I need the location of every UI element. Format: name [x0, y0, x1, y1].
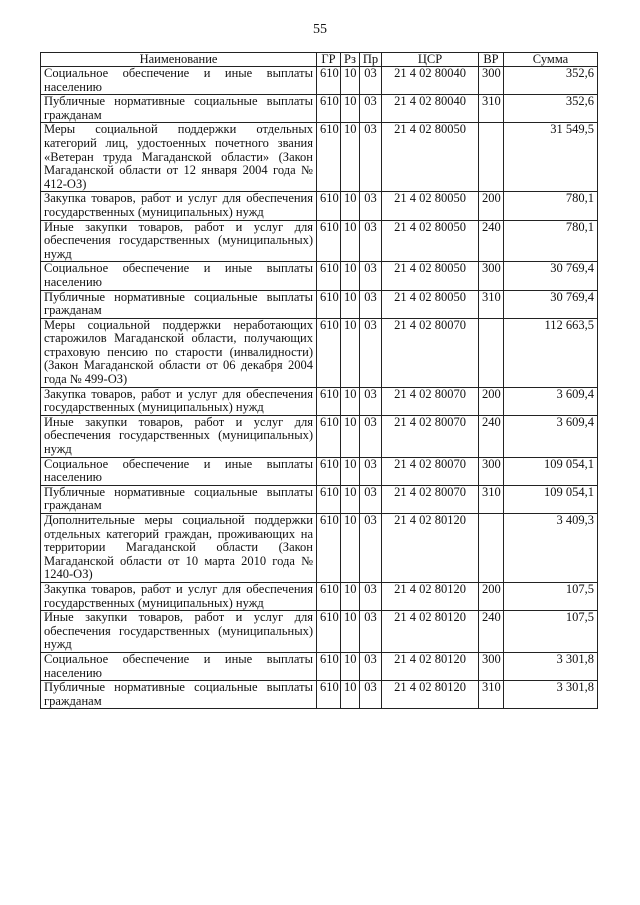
- row-pr: 03: [360, 514, 382, 583]
- page-number: 55: [313, 22, 327, 37]
- row-rz: 10: [341, 387, 360, 415]
- row-vr: 310: [479, 95, 504, 123]
- table-row: [41, 582, 598, 610]
- row-csr: 21 4 02 80040: [382, 67, 479, 95]
- row-csr: 21 4 02 80120: [382, 681, 479, 709]
- row-name: Меры социальной поддержки отдельных категорий лиц, удостоенных почетного звания «Ветеран труда Магаданской области» (Закон Магаданской области от 12 января 2004 года № 412-ОЗ): [41, 123, 317, 192]
- row-gr: 610: [317, 220, 341, 262]
- row-pr: 03: [360, 192, 382, 220]
- table-row: [41, 192, 598, 220]
- row-csr: 21 4 02 80050: [382, 192, 479, 220]
- row-vr: 310: [479, 485, 504, 513]
- row-pr: 03: [360, 262, 382, 290]
- row-rz: 10: [341, 262, 360, 290]
- row-csr: 21 4 02 80070: [382, 387, 479, 415]
- table-row: [41, 485, 598, 513]
- row-sum: 3 301,8: [504, 652, 598, 680]
- table-row: [41, 290, 598, 318]
- row-name: Публичные нормативные социальные выплаты гражданам: [41, 290, 317, 318]
- table-row: [41, 262, 598, 290]
- row-vr: 200: [479, 192, 504, 220]
- row-pr: 03: [360, 123, 382, 192]
- row-gr: 610: [317, 290, 341, 318]
- row-csr: 21 4 02 80050: [382, 290, 479, 318]
- row-name: Социальное обеспечение и иные выплаты населению: [41, 67, 317, 95]
- row-sum: 780,1: [504, 220, 598, 262]
- table-row: [41, 318, 598, 387]
- row-sum: 3 301,8: [504, 681, 598, 709]
- header-vr: ВР: [479, 53, 504, 67]
- row-vr: 310: [479, 681, 504, 709]
- row-csr: 21 4 02 80070: [382, 485, 479, 513]
- header-sum: Сумма: [504, 53, 598, 67]
- row-rz: 10: [341, 582, 360, 610]
- row-gr: 610: [317, 387, 341, 415]
- row-gr: 610: [317, 318, 341, 387]
- header-gr: ГР: [317, 53, 341, 67]
- row-vr: 240: [479, 611, 504, 653]
- table-row: [41, 220, 598, 262]
- row-csr: 21 4 02 80070: [382, 415, 479, 457]
- row-sum: 31 549,5: [504, 123, 598, 192]
- row-csr: 21 4 02 80120: [382, 582, 479, 610]
- row-sum: 30 769,4: [504, 290, 598, 318]
- row-csr: 21 4 02 80070: [382, 318, 479, 387]
- row-name: Публичные нормативные социальные выплаты гражданам: [41, 681, 317, 709]
- row-vr: 200: [479, 387, 504, 415]
- row-csr: 21 4 02 80120: [382, 611, 479, 653]
- row-name: Социальное обеспечение и иные выплаты населению: [41, 457, 317, 485]
- row-name: Закупка товаров, работ и услуг для обеспечения государственных (муниципальных) нужд: [41, 582, 317, 610]
- row-sum: 112 663,5: [504, 318, 598, 387]
- row-name: Иные закупки товаров, работ и услуг для обеспечения государственных (муниципальных) нужд: [41, 611, 317, 653]
- row-gr: 610: [317, 67, 341, 95]
- row-rz: 10: [341, 652, 360, 680]
- row-pr: 03: [360, 415, 382, 457]
- row-rz: 10: [341, 415, 360, 457]
- row-pr: 03: [360, 220, 382, 262]
- row-sum: 109 054,1: [504, 485, 598, 513]
- row-pr: 03: [360, 611, 382, 653]
- row-vr: 300: [479, 457, 504, 485]
- row-rz: 10: [341, 123, 360, 192]
- row-gr: 610: [317, 95, 341, 123]
- header-name: Наименование: [41, 53, 317, 67]
- row-name: Закупка товаров, работ и услуг для обеспечения государственных (муниципальных) нужд: [41, 192, 317, 220]
- row-name: Социальное обеспечение и иные выплаты населению: [41, 652, 317, 680]
- row-gr: 610: [317, 681, 341, 709]
- row-pr: 03: [360, 652, 382, 680]
- row-vr: 240: [479, 220, 504, 262]
- row-name: Дополнительные меры социальной поддержки отдельных категорий граждан, проживающих на территории Магаданской области (Закон Магаданской области от 10 марта 2010 года № 1240-ОЗ): [41, 514, 317, 583]
- row-name: Меры социальной поддержки неработающих старожилов Магаданской области, получающих страховую пенсию по старости (инвалидности) (Закон Магаданской области от 06 декабря 2004 года № 499-ОЗ): [41, 318, 317, 387]
- row-vr: 300: [479, 67, 504, 95]
- row-gr: 610: [317, 652, 341, 680]
- row-pr: 03: [360, 457, 382, 485]
- row-rz: 10: [341, 611, 360, 653]
- row-csr: 21 4 02 80050: [382, 262, 479, 290]
- row-name: Иные закупки товаров, работ и услуг для обеспечения государственных (муниципальных) нужд: [41, 220, 317, 262]
- row-sum: 107,5: [504, 582, 598, 610]
- row-vr: 200: [479, 582, 504, 610]
- row-vr: [479, 123, 504, 192]
- row-csr: 21 4 02 80120: [382, 652, 479, 680]
- row-sum: 30 769,4: [504, 262, 598, 290]
- header-csr: ЦСР: [382, 53, 479, 67]
- row-rz: 10: [341, 290, 360, 318]
- row-sum: 780,1: [504, 192, 598, 220]
- row-sum: 3 409,3: [504, 514, 598, 583]
- row-sum: 109 054,1: [504, 457, 598, 485]
- row-name: Закупка товаров, работ и услуг для обеспечения государственных (муниципальных) нужд: [41, 387, 317, 415]
- row-rz: 10: [341, 681, 360, 709]
- row-sum: 3 609,4: [504, 415, 598, 457]
- row-gr: 610: [317, 192, 341, 220]
- row-rz: 10: [341, 457, 360, 485]
- row-csr: 21 4 02 80040: [382, 95, 479, 123]
- row-csr: 21 4 02 80050: [382, 123, 479, 192]
- row-csr: 21 4 02 80050: [382, 220, 479, 262]
- row-rz: 10: [341, 485, 360, 513]
- row-name: Социальное обеспечение и иные выплаты населению: [41, 262, 317, 290]
- table-row: [41, 652, 598, 680]
- header-pr: Пр: [360, 53, 382, 67]
- row-rz: 10: [341, 220, 360, 262]
- table-row: [41, 457, 598, 485]
- table-row: [41, 415, 598, 457]
- row-rz: 10: [341, 318, 360, 387]
- header-rz: Рз: [341, 53, 360, 67]
- table-header-row: [41, 53, 598, 67]
- row-sum: 352,6: [504, 67, 598, 95]
- table-row: [41, 387, 598, 415]
- row-csr: 21 4 02 80070: [382, 457, 479, 485]
- table-row: [41, 67, 598, 95]
- row-rz: 10: [341, 192, 360, 220]
- row-pr: 03: [360, 290, 382, 318]
- table-row: [41, 95, 598, 123]
- row-gr: 610: [317, 457, 341, 485]
- row-rz: 10: [341, 67, 360, 95]
- row-vr: 300: [479, 262, 504, 290]
- row-pr: 03: [360, 318, 382, 387]
- row-pr: 03: [360, 485, 382, 513]
- row-vr: 310: [479, 290, 504, 318]
- row-vr: [479, 318, 504, 387]
- row-name: Публичные нормативные социальные выплаты гражданам: [41, 95, 317, 123]
- row-gr: 610: [317, 514, 341, 583]
- row-pr: 03: [360, 681, 382, 709]
- row-gr: 610: [317, 485, 341, 513]
- row-pr: 03: [360, 67, 382, 95]
- table-row: [41, 123, 598, 192]
- row-sum: 107,5: [504, 611, 598, 653]
- row-gr: 610: [317, 611, 341, 653]
- row-vr: [479, 514, 504, 583]
- row-csr: 21 4 02 80120: [382, 514, 479, 583]
- row-vr: 300: [479, 652, 504, 680]
- row-gr: 610: [317, 415, 341, 457]
- table-row: [41, 514, 598, 583]
- row-pr: 03: [360, 387, 382, 415]
- row-sum: 352,6: [504, 95, 598, 123]
- row-pr: 03: [360, 95, 382, 123]
- row-gr: 610: [317, 123, 341, 192]
- row-pr: 03: [360, 582, 382, 610]
- budget-table: [40, 52, 598, 709]
- row-vr: 240: [479, 415, 504, 457]
- row-name: Публичные нормативные социальные выплаты гражданам: [41, 485, 317, 513]
- table-row: [41, 611, 598, 653]
- row-gr: 610: [317, 582, 341, 610]
- row-name: Иные закупки товаров, работ и услуг для обеспечения государственных (муниципальных) нужд: [41, 415, 317, 457]
- table-row: [41, 681, 598, 709]
- row-gr: 610: [317, 262, 341, 290]
- row-sum: 3 609,4: [504, 387, 598, 415]
- row-rz: 10: [341, 95, 360, 123]
- row-rz: 10: [341, 514, 360, 583]
